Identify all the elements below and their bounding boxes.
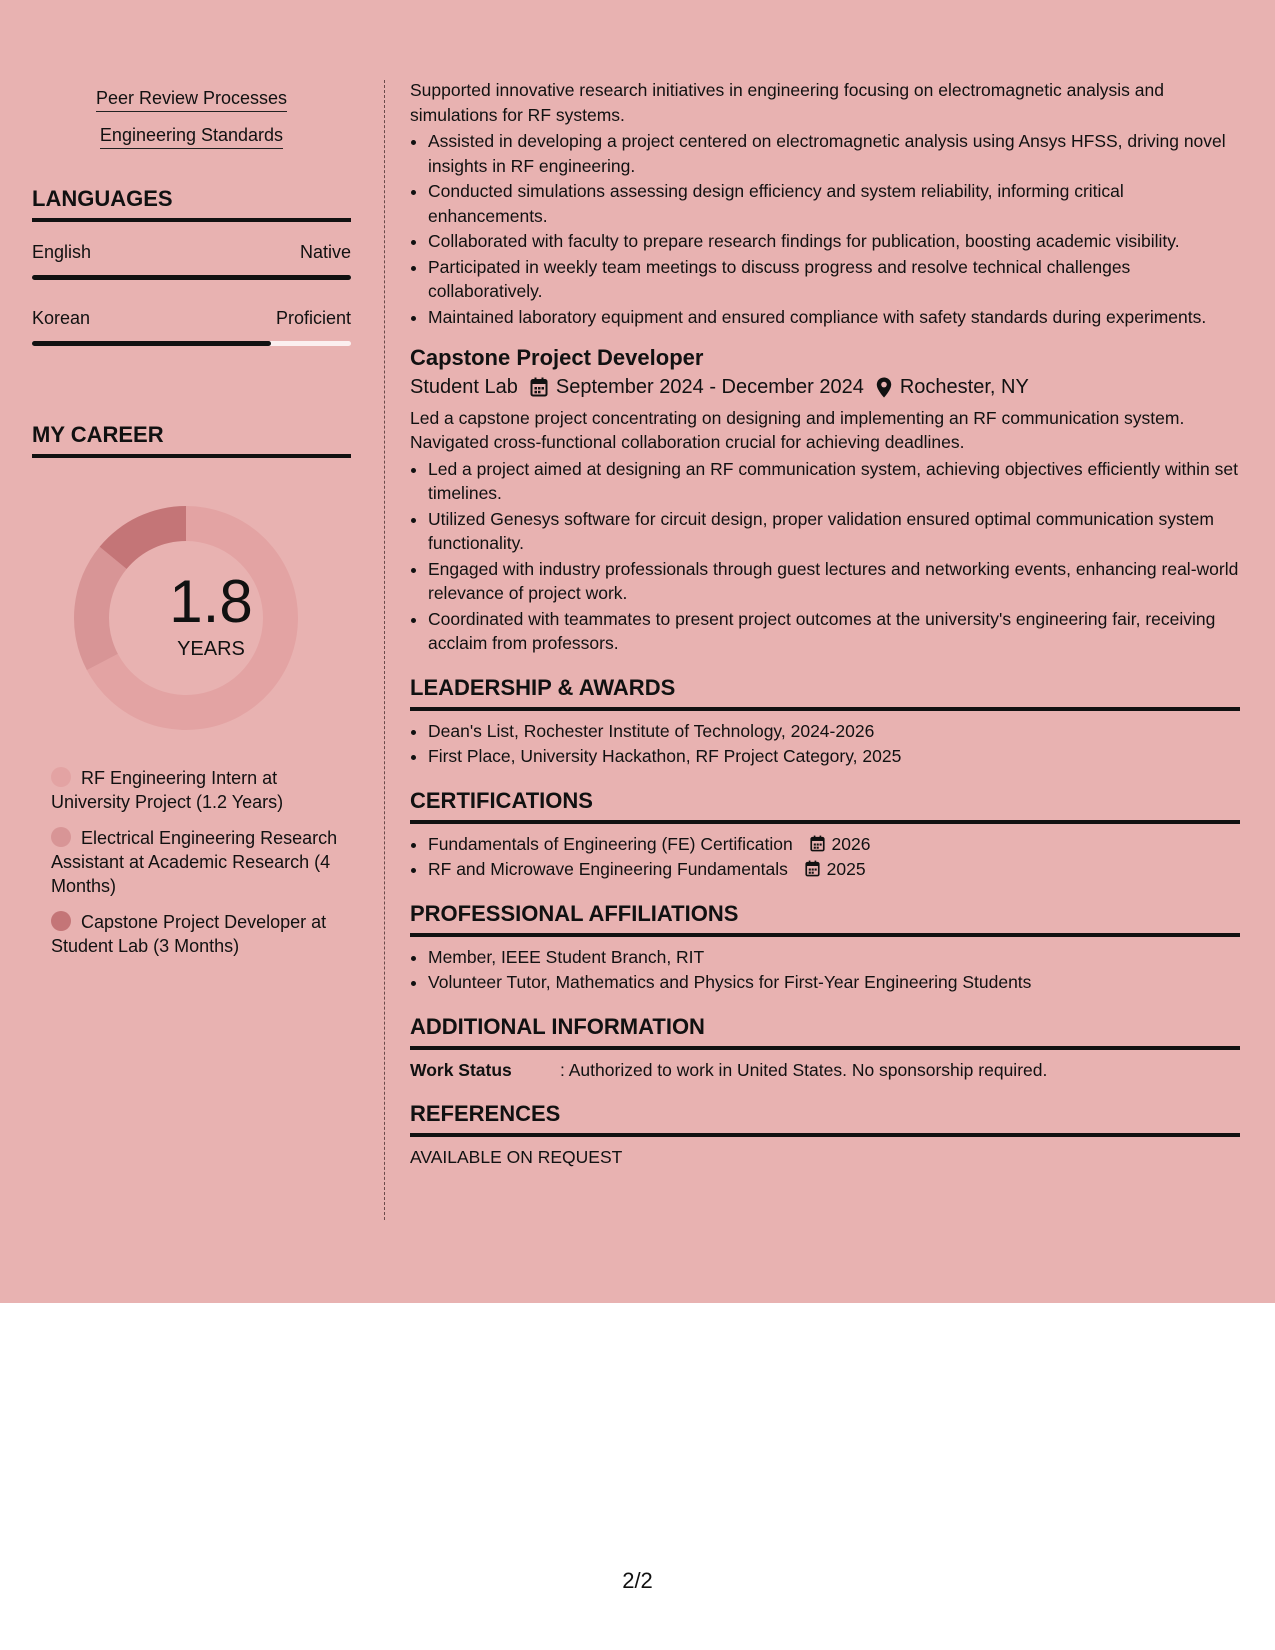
- language-level: Proficient: [275, 308, 351, 328]
- page-number: 2/2: [622, 1568, 653, 1593]
- leadership-list: [410, 719, 1240, 769]
- references-heading: REFERENCES: [410, 1100, 1240, 1137]
- bullet-item: • Conducted simulations assessing design efficiency and system reliability, informing critical enhancements.: [428, 179, 1240, 228]
- additional-heading: ADDITIONAL INFORMATION: [410, 1013, 1240, 1050]
- bullet-item: • Collaborated with faculty to prepare research findings for publication, boosting academic visibility.: [428, 229, 1240, 254]
- language-item: [32, 242, 351, 280]
- certification-item: • Fundamentals of Engineering (FE) Certification 2026: [428, 832, 1240, 857]
- job-summary: Led a capstone project concentrating on designing and implementing an RF communication system. Navigated cross-functional collaboration crucial for achieving deadlines.: [410, 407, 1185, 452]
- bullet-item: • Utilized Genesys software for circuit design, proper validation ensured optimal communication system functionality.: [428, 507, 1240, 556]
- role-bullets: [410, 129, 1240, 329]
- career-unit: YEARS: [177, 638, 245, 660]
- skill-item: Engineering Standards: [32, 125, 351, 146]
- work-status-label: Work Status: [410, 1059, 512, 1080]
- job-company: Student Lab: [410, 376, 518, 398]
- legend-dot: [51, 767, 71, 787]
- career-legend: [32, 766, 351, 958]
- skill-item: Peer Review Processes: [32, 88, 351, 109]
- language-bar: [32, 275, 351, 280]
- certification-item: • RF and Microwave Engineering Fundamentals 2025: [428, 857, 1240, 882]
- language-bar-fill: [32, 341, 271, 346]
- leadership-heading: LEADERSHIP & AWARDS: [410, 674, 1240, 711]
- language-name: English: [32, 242, 92, 262]
- bullet-item: • Participated in weekly team meetings to discuss progress and resolve technical challenges collaboratively.: [428, 255, 1240, 304]
- bullet-item: • First Place, University Hackathon, RF Project Category, 2025: [428, 744, 1240, 769]
- certifications-heading: CERTIFICATIONS: [410, 787, 1240, 824]
- job-title: Capstone Project Developer: [410, 345, 704, 370]
- languages-heading: LANGUAGES: [32, 186, 351, 222]
- right-column: [410, 78, 1240, 1170]
- bullet-item: • Assisted in developing a project centered on electromagnetic analysis using Ansys HFSS, driving novel insights in RF engineering.: [428, 129, 1240, 178]
- language-bar-fill: [32, 275, 351, 280]
- bullet-item: • Coordinated with teammates to present project outcomes at the university's engineering fair, receiving acclaim from professors.: [428, 607, 1240, 656]
- work-status-row: [410, 1058, 1240, 1083]
- career-heading: MY CAREER: [32, 422, 351, 458]
- left-column: [32, 80, 351, 970]
- role-summary: Supported innovative research initiatives in engineering focusing on electromagnetic analysis and simulations for RF systems.: [410, 80, 1164, 125]
- bullet-item: • Dean's List, Rochester Institute of Technology, 2024-2026: [428, 719, 1240, 744]
- language-item: [32, 308, 351, 346]
- bullet-item: • Member, IEEE Student Branch, RIT: [428, 945, 1240, 970]
- career-total: 1.8: [169, 568, 253, 635]
- affiliations-list: [410, 945, 1240, 995]
- language-bar: [32, 341, 351, 346]
- calendar-icon: [805, 860, 820, 877]
- skills-list: [32, 88, 351, 146]
- career-legend-item: RF Engineering Intern at University Project (1.2 Years): [51, 768, 284, 812]
- job-meta: [410, 375, 1240, 400]
- calendar-icon: [530, 377, 548, 397]
- legend-dot: [51, 911, 71, 931]
- career-legend-item: Electrical Engineering Research Assistant at Academic Research (4 Months): [51, 828, 338, 896]
- career-donut-chart: [32, 498, 351, 738]
- legend-dot: [51, 827, 71, 847]
- bullet-item: • Volunteer Tutor, Mathematics and Physics for First-Year Engineering Students: [428, 970, 1240, 995]
- language-level: Native: [299, 242, 351, 262]
- certifications-list: [410, 832, 1240, 882]
- career-legend-item: Capstone Project Developer at Student Lab (3 Months): [51, 912, 327, 956]
- column-divider: [384, 80, 385, 1220]
- affiliations-heading: PROFESSIONAL AFFILIATIONS: [410, 900, 1240, 937]
- map-pin-icon: [876, 377, 892, 398]
- job-bullets: [410, 457, 1240, 656]
- work-status-value: : Authorized to work in United States. No sponsorship required.: [560, 1059, 1048, 1080]
- bullet-item: • Engaged with industry professionals through guest lectures and networking events, enhancing real-world relevance of project work.: [428, 557, 1240, 606]
- language-name: Korean: [32, 308, 91, 328]
- job-dates: September 2024 - December 2024: [555, 376, 864, 398]
- bullet-item: • Led a project aimed at designing an RF communication system, achieving objectives efficiently within set timelines.: [428, 457, 1240, 506]
- calendar-icon: [810, 835, 825, 852]
- bullet-item: • Maintained laboratory equipment and ensured compliance with safety standards during experiments.: [428, 305, 1240, 330]
- references-text: AVAILABLE ON REQUEST: [410, 1147, 623, 1167]
- job-location: Rochester, NY: [899, 376, 1029, 398]
